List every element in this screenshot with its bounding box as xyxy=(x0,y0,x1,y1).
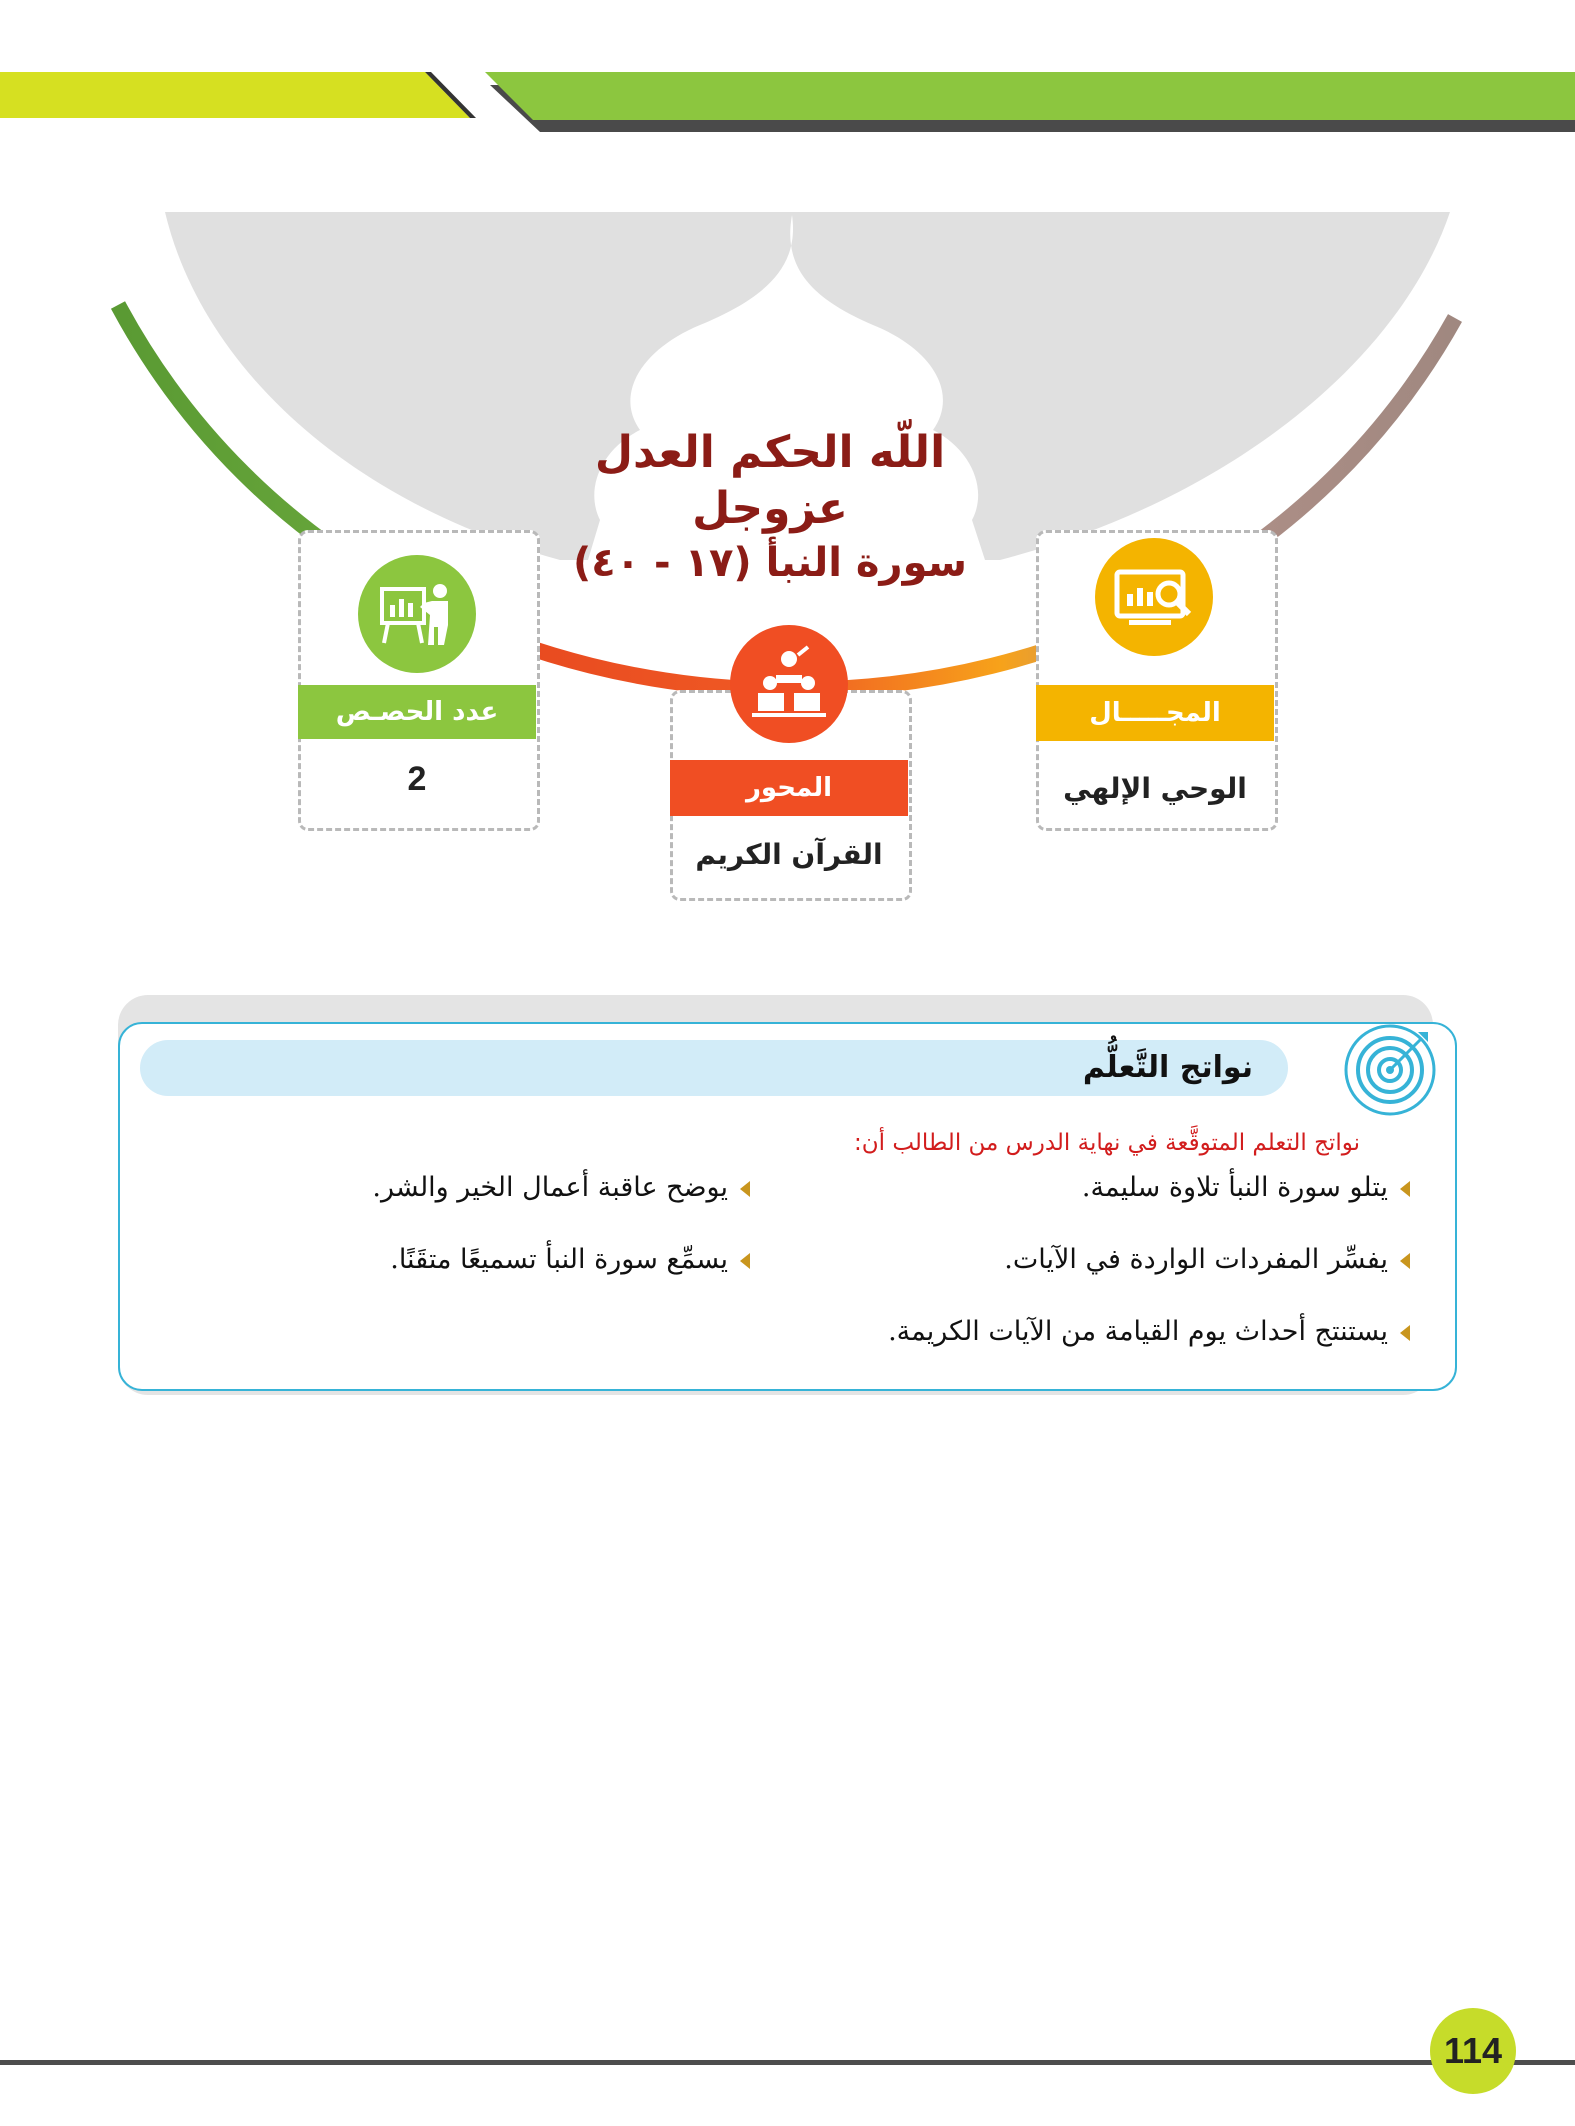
outcome-text: يوضح عاقبة أعمال الخير والشر. xyxy=(372,1172,728,1203)
bullet-icon xyxy=(1400,1253,1410,1269)
outcome-item-4 xyxy=(190,1244,750,1275)
target-badge xyxy=(1340,1020,1440,1120)
domain-label: المجـــــال xyxy=(1036,685,1274,741)
sessions-value: 2 xyxy=(407,760,427,798)
bullet-icon xyxy=(1400,1325,1410,1341)
audience-icon xyxy=(730,625,848,743)
target-icon xyxy=(1340,1020,1440,1120)
footer-line xyxy=(0,2060,1575,2065)
domain-icon-circle xyxy=(1095,538,1213,656)
bullet-icon xyxy=(1400,1181,1410,1197)
outcome-item-3 xyxy=(810,1244,1410,1275)
outcome-item-2 xyxy=(190,1172,750,1203)
presentation-icon xyxy=(358,555,476,673)
outcome-text: يفسِّر المفردات الواردة في الآيات. xyxy=(1004,1244,1388,1275)
lesson-title-block xyxy=(520,425,1020,589)
axis-value: القرآن الكريم xyxy=(695,838,883,871)
sessions-label: عدد الحصـص xyxy=(298,685,536,739)
axis-icon-circle xyxy=(730,625,848,743)
outcomes-intro: نواتج التعلم المتوقَّعة في نهاية الدرس من الطالب أن: xyxy=(854,1130,1360,1156)
outcome-item-1 xyxy=(810,1172,1410,1203)
outcome-item-5 xyxy=(710,1316,1410,1347)
bullet-icon xyxy=(740,1253,750,1269)
lesson-subtitle: سورة النبأ (١٧ - ٤٠) xyxy=(573,540,967,586)
domain-value: الوحي الإلهي xyxy=(1063,772,1247,805)
axis-label: المحور xyxy=(670,760,908,816)
page-number: 114 xyxy=(1430,2008,1516,2094)
outcome-text: يستنتج أحداث يوم القيامة من الآيات الكريمة. xyxy=(888,1316,1388,1347)
outcome-text: يتلو سورة النبأ تلاوة سليمة. xyxy=(1081,1172,1388,1203)
bullet-icon xyxy=(740,1181,750,1197)
sessions-icon-circle xyxy=(358,555,476,673)
monitor-search-icon xyxy=(1095,538,1213,656)
outcome-text: يسمِّع سورة النبأ تسميعًا متقَنًا. xyxy=(390,1244,728,1275)
lesson-title: اللّه الحكم العدل عزوجل xyxy=(594,427,946,534)
outcomes-header xyxy=(140,1040,1288,1096)
outcomes-title: نواتج التَّعلُّم xyxy=(1082,1050,1253,1085)
